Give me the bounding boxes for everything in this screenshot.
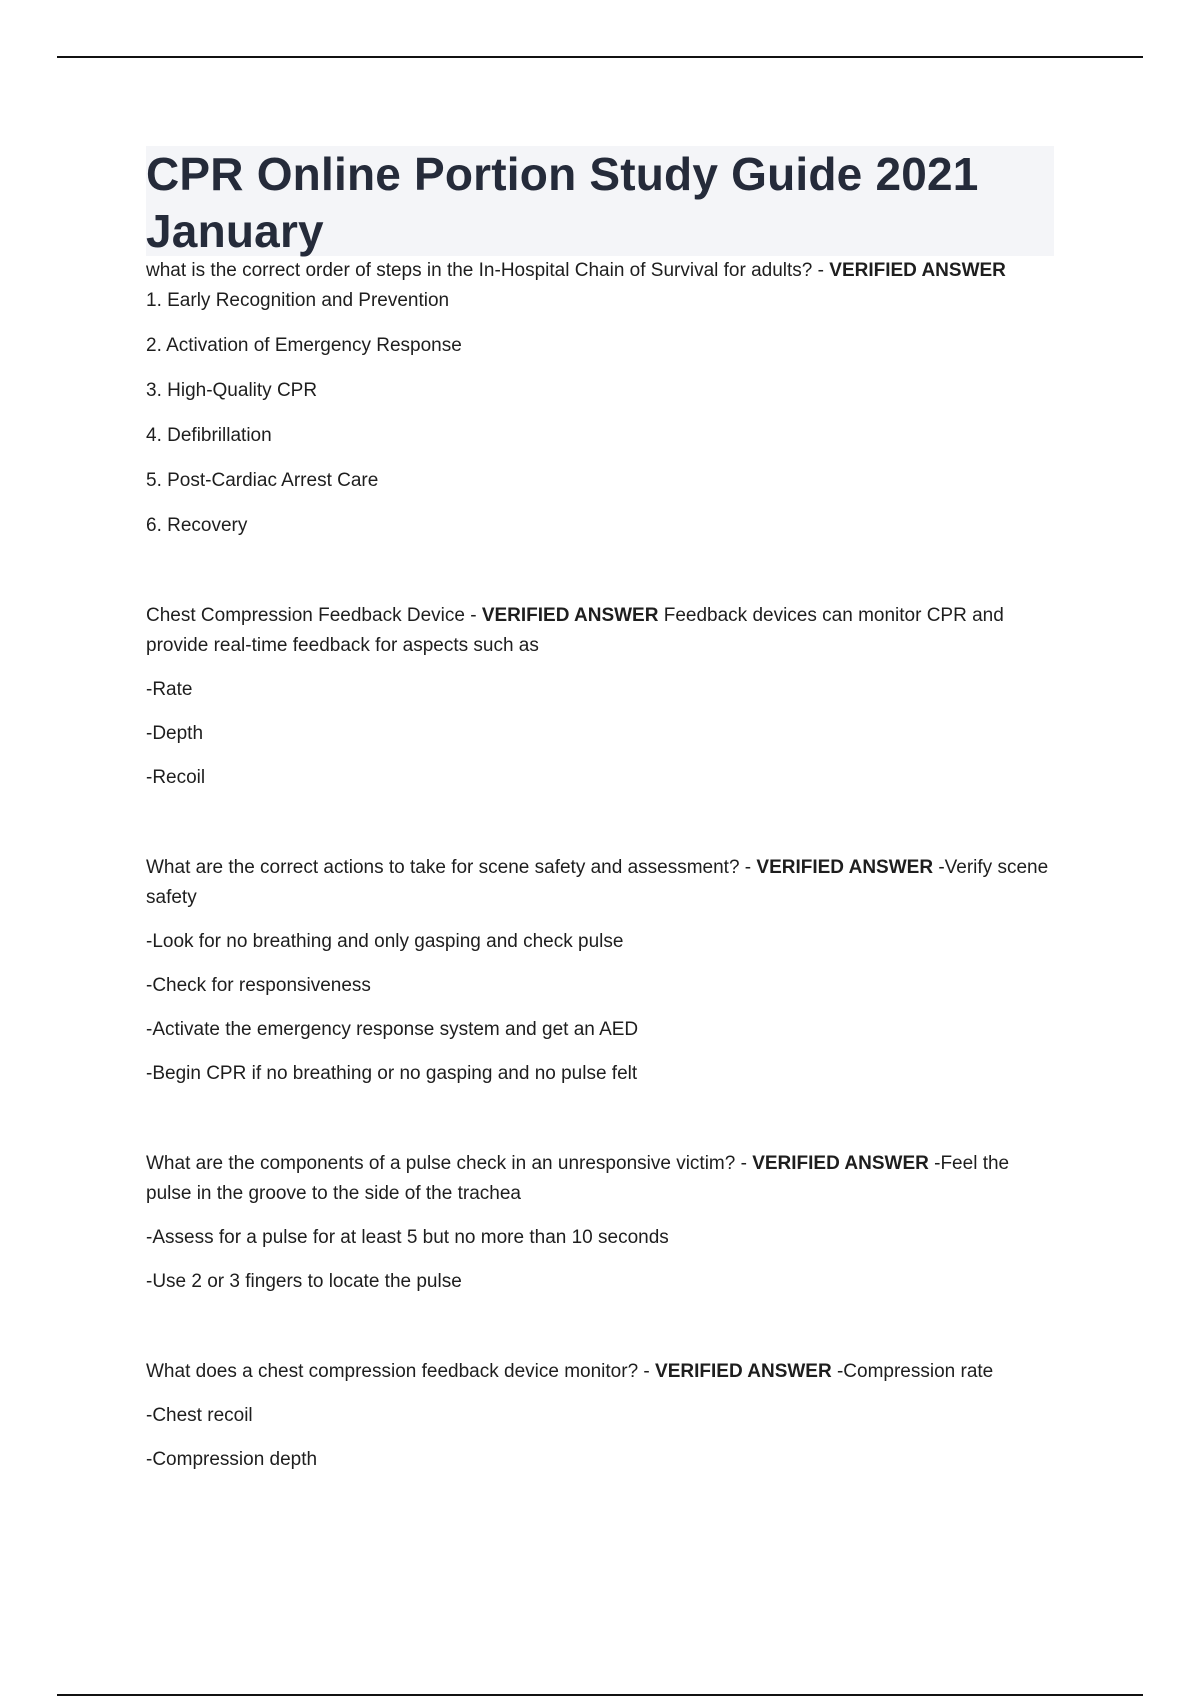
question-2 xyxy=(146,601,1056,661)
answer-item: -Check for responsiveness xyxy=(146,975,371,996)
answer-item: -Recoil xyxy=(146,767,206,788)
question-text: What does a chest compression feedback device monitor? - xyxy=(146,1361,650,1382)
question-4 xyxy=(146,1149,1056,1209)
question-text: What are the components of a pulse check in an unresponsive victim? - xyxy=(146,1153,747,1174)
question-1 xyxy=(146,256,1056,286)
title-box xyxy=(146,146,1054,256)
answer-item: -Activate the emergency response system and get an AED xyxy=(146,1019,639,1040)
answer-item: 3. High-Quality CPR xyxy=(146,380,318,401)
answer-item: 4. Defibrillation xyxy=(146,425,272,446)
answer-item: -Rate xyxy=(146,679,193,700)
answer-item: 2. Activation of Emergency Response xyxy=(146,335,462,356)
answer-item: -Assess for a pulse for at least 5 but no more than 10 seconds xyxy=(146,1227,669,1248)
qa-block-4 xyxy=(146,1149,1056,1297)
answer-item: 5. Post-Cardiac Arrest Care xyxy=(146,470,379,491)
answer-inline: -Compression rate xyxy=(836,1361,994,1382)
answer-item: -Compression depth xyxy=(146,1449,318,1470)
qa-block-3 xyxy=(146,853,1056,1089)
verified-answer-label: VERIFIED ANSWER xyxy=(481,605,659,626)
verified-answer-label: VERIFIED ANSWER xyxy=(756,857,934,878)
qa-block-5 xyxy=(146,1357,1056,1475)
bottom-rule xyxy=(57,1694,1143,1696)
answer-item: 6. Recovery xyxy=(146,515,248,536)
verified-answer-label: VERIFIED ANSWER xyxy=(829,260,1006,281)
answer-item: -Use 2 or 3 fingers to locate the pulse xyxy=(146,1271,462,1292)
answer-item: -Look for no breathing and only gasping and check pulse xyxy=(146,931,624,952)
verified-answer-label: VERIFIED ANSWER xyxy=(752,1153,929,1174)
question-5 xyxy=(146,1357,1056,1387)
qa-block-1 xyxy=(146,256,1056,541)
page-title: CPR Online Portion Study Guide 2021 January xyxy=(146,148,979,257)
question-text: Chest Compression Feedback Device - xyxy=(146,605,477,626)
verified-answer-label: VERIFIED ANSWER xyxy=(655,1361,832,1382)
question-text: What are the correct actions to take for scene safety and assessment? - xyxy=(146,857,752,878)
question-3 xyxy=(146,853,1056,913)
top-rule xyxy=(57,56,1143,58)
answer-item: 1. Early Recognition and Prevention xyxy=(146,290,450,311)
answer-inline: -Feel the pulse in the groove to the side of the trachea xyxy=(146,1153,1010,1204)
answer-item: -Begin CPR if no breathing or no gasping and no pulse felt xyxy=(146,1063,638,1084)
document-body xyxy=(146,146,1056,1475)
answer-inline: -Verify scene safety xyxy=(146,857,1049,908)
qa-block-2 xyxy=(146,601,1056,793)
question-text: what is the correct order of steps in the In-Hospital Chain of Survival for adults? - xyxy=(146,260,824,281)
answer-item: -Chest recoil xyxy=(146,1405,253,1426)
answer-item: -Depth xyxy=(146,723,204,744)
answer-inline: Feedback devices can monitor CPR and provide real-time feedback for aspects such as xyxy=(146,605,1004,656)
